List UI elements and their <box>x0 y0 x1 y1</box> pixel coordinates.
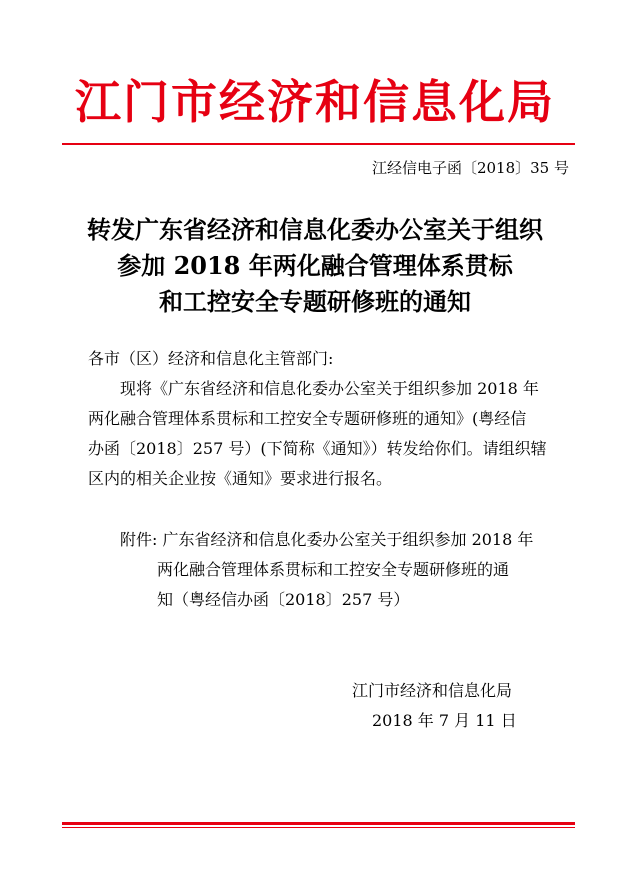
document-number: 江经信电子函〔2018〕35 号 <box>371 159 569 177</box>
title-line-1: 转发广东省经济和信息化委办公室关于组织 <box>87 215 543 244</box>
signature-date: 2018 年 7 月 11 日 <box>372 711 517 730</box>
attachment-line-2: 两化融合管理体系贯标和工控安全专题研修班的通 <box>157 560 510 579</box>
body-line-2: 两化融合管理体系贯标和工控安全专题研修班的通知》(粤经信 <box>88 409 527 428</box>
attachment-line-3: 知（粤经信办函〔2018〕257 号） <box>157 590 410 609</box>
title-line-2: 参加 2018 年两化融合管理体系贯标 <box>117 251 513 280</box>
title-line-3: 和工控安全专题研修班的通知 <box>159 287 471 316</box>
document-title <box>0 212 630 320</box>
body-line-4: 区内的相关企业按《通知》要求进行报名。 <box>88 469 393 488</box>
footer-red-rule-thick <box>62 822 575 825</box>
body-line-3: 办函〔2018〕257 号）(下简称《通知》）转发给你们。请组织辖 <box>88 439 547 458</box>
header-red-rule <box>62 143 575 145</box>
issuing-authority-header: 江门市经济和信息化局 <box>75 75 555 129</box>
attachment-line-1: 附件: 广东省经济和信息化委办公室关于组织参加 2018 年 <box>120 530 534 549</box>
body-paragraph <box>88 374 568 494</box>
footer-red-rule-thin <box>62 827 575 828</box>
attachment-note <box>120 525 533 615</box>
signature-org: 江门市经济和信息化局 <box>352 681 513 700</box>
body-line-1: 现将《广东省经济和信息化委办公室关于组织参加 2018 年 <box>120 379 539 398</box>
salutation: 各市（区）经济和信息化主管部门: <box>88 349 334 368</box>
